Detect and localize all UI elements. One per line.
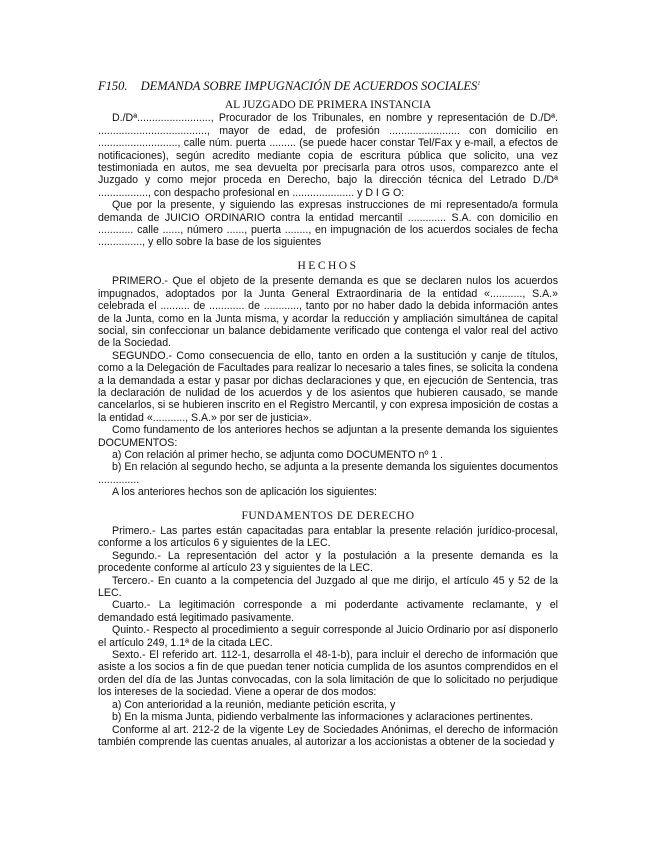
intro-paragraph: Que por la presente, y siguiendo las expresas instrucciones de mi representado/a formula demanda de JUICIO ORDINARIO contra la entidad mercantil ............. S.A. con domicilio en ............ calle ......, número ......, puerta ........, en impugnación de los acuerdos sociales de fecha ..............., y ello sobre la base de los siguientes [98,199,558,249]
hechos-paragraph: SEGUNDO.- Como consecuencia de ello, tanto en orden a la sustitución y canje de títulos, como a la Delegación de Facultades para realizar lo necesario a tales fines, se solicita la condena a la demandada a estar y pasar por dichas declaraciones y que, en ejecución de Sentencia, tras la declaración de nulidad de los acuerdos y de los asientos que hubieren causado, se mande cancelarlos, si se hubieren inscrito en el Registro Mercantil, y con expresa imposición de costas a la entidad «..........., S.A.» por ser de justicia». [98,349,558,424]
hechos-paragraph: Como fundamento de los anteriores hechos se adjuntan a la presente demanda los siguientes DOCUMENTOS: [98,424,558,449]
footnote-mark: 1 [477,80,481,87]
fundamentos-paragraph: Segundo.- La representación del actor y la postulación a la presente demanda es la procedente conforme al artículo 23 y siguientes de la LEC. [98,549,558,575]
fundamentos-paragraph: Primero.- Las partes están capacitadas para entablar la presente relación jurídico-procesal, conforme a los artículos 6 y siguientes de la LEC. [98,525,558,550]
fundamentos-paragraph: Cuarto.- La legitimación corresponde a mi poderdante activamente reclamante, y el demandado está legitimado pasivamente. [98,599,558,624]
fundamentos-paragraph: Tercero.- En cuanto a la competencia del Juzgado al que me dirijo, el artículo 45 y 52 de la LEC. [98,574,558,600]
fundamentos-paragraph: b) En la misma Junta, pidiendo verbalmente las informaciones y aclaraciones pertinentes. [112,711,534,724]
fundamentos-paragraph: Conforme al art. 212-2 de la vigente Ley de Sociedades Anónimas, el derecho de información también comprende las cuentas anuales, al autorizar a los accionistas a obtener de la sociedad y [98,723,558,748]
fundamentos-heading: FUNDAMENTOS DE DERECHO [241,509,415,522]
form-code: F150. [98,79,128,93]
title-text: DEMANDA SOBRE IMPUGNACIÓN DE ACUERDOS SOCIALES [140,79,478,93]
hechos-heading: HECHOS [297,259,359,272]
fundamentos-paragraph: a) Con anterioridad a la reunión, mediante petición escrita, y [112,698,396,711]
fundamentos-paragraph: Sexto.- El referido art. 112-1, desarrolla el 48-1-b), para incluir el derecho de información que asiste a los socios a fin de que puedan tener noticia cumplida de los asuntos comprendidos en el orden del día de las Juntas convocadas, con la sola limitación de que lo solicitado no perjudique los intereses de la sociedad. Viene a operar de dos modos: [98,649,558,699]
court-heading: AL JUZGADO DE PRIMERA INSTANCIA [224,99,432,111]
hechos-paragraph: a) Con relación al primer hecho, se adjunta como DOCUMENTO nº 1 . [112,448,444,461]
hechos-paragraph: PRIMERO.- Que el objeto de la presente demanda es que se declaren nulos los acuerdos impugnados, adoptados por la Junta General Extraordinaria de la entidad «..........., S.A.» celebrada el .......... de ............ de ............, tanto por no haber dado la debida información antes de la Junta, como en la Junta misma, y acordar la reducción y ampliación simultánea de capital social, sin confeccionar un balance debidamente verificado que contenga el valor real del activo de la Sociedad. [98,275,558,350]
hechos-paragraph: b) En relación al segundo hecho, se adjunta a la presente demanda los siguientes documentos .............. [98,461,558,486]
fundamentos-paragraph: Quinto.- Respecto al procedimiento a seguir corresponde al Juicio Ordinario por así disponerlo el artículo 249, 1.1ª de la citada LEC. [98,624,558,649]
intro-paragraph: D./Dª........................., Procurador de los Tribunales, en nombre y representación de D./Dª. ....................................., mayor de edad, de profesión ........................ con domicilio en ..........................., calle núm. puerta ......... (se puede hacer constar Tel/Fax y e-mail, a efectos de notificaciones), según acredito mediante copia de escritura pública que solicito, una vez testimoniada en autos, me sea devuelta por precisarla para otros usos, comparezco ante el Juzgado y como mejor proceda en Derecho, bajo la dirección técnica del Letrado D./Dª ................., con despacho profesional en ..................... y D I G O: [98,112,558,199]
document-body [98,96,558,748]
hechos-paragraph: A los anteriores hechos son de aplicación los siguientes: [112,486,378,499]
document-title [98,79,568,94]
